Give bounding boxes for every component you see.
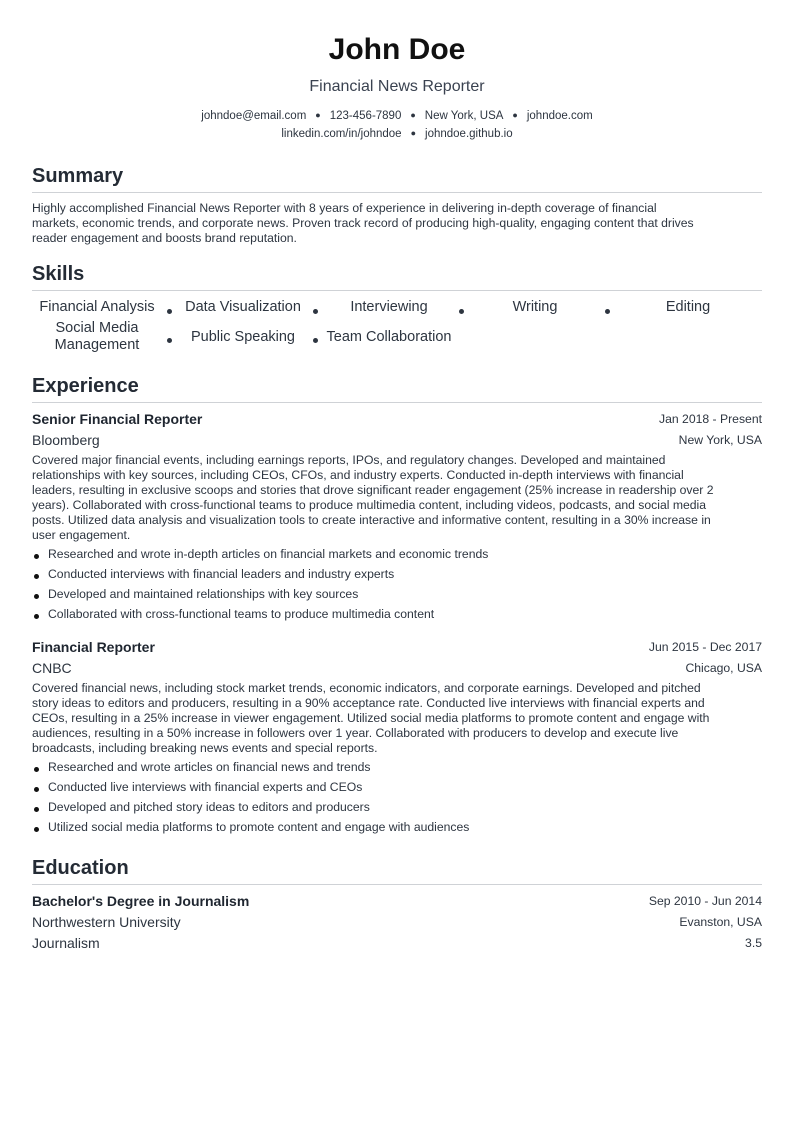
summary-divider <box>32 192 762 193</box>
skills-divider <box>32 290 762 291</box>
description-line: years). Collaborated with cross-functional teams to produce multimedia content, including videos, podcasts, and social media <box>32 498 707 512</box>
description-line: CEOs, resulting in a 25% increase in viewer engagement. Utilized social media platforms to promote content and engage with <box>32 711 710 725</box>
description-line: leaders, resulting in exclusive scoops and stories that drove significant reader engagement (25% increase in readership over 2 <box>32 483 714 497</box>
job-description <box>32 681 762 756</box>
summary-heading: Summary <box>32 165 124 187</box>
experience-divider <box>32 402 762 403</box>
degree-name: Bachelor's Degree in Journalism <box>32 893 250 909</box>
school-name: Northwestern University <box>32 914 181 930</box>
skill-separator-dot <box>313 309 318 314</box>
job-location: Chicago, USA <box>685 661 762 675</box>
job-dates: Jun 2015 - Dec 2017 <box>648 640 762 654</box>
experience-heading: Experience <box>32 375 139 397</box>
separator-dot: ● <box>410 128 417 138</box>
description-line: posts. Utilized data analysis and visualization tools to create interactive and informative content, resulting in a 30% increase in <box>32 513 711 527</box>
skill-separator-dot <box>167 338 172 343</box>
gpa: 3.5 <box>745 936 762 950</box>
job-title: Senior Financial Reporter <box>32 411 203 427</box>
job-company: Bloomberg <box>32 432 100 448</box>
job-title: Financial Reporter <box>32 639 155 655</box>
bullet-text: Researched and wrote in-depth articles on financial markets and economic trends <box>48 547 489 561</box>
description-line: Covered major financial events, including earnings reports, IPOs, and regulatory changes. Developed and maintained <box>32 453 666 467</box>
bullet-dot <box>34 554 39 559</box>
job-dates: Jan 2018 - Present <box>659 412 762 426</box>
bullet-text: Collaborated with cross-functional teams to produce multimedia content <box>48 607 435 621</box>
bullet-dot <box>34 827 39 832</box>
separator-dot: ● <box>315 110 321 120</box>
separator-dot: ● <box>512 110 518 120</box>
skill-separator-dot <box>167 309 172 314</box>
education-dates: Sep 2010 - Jun 2014 <box>648 894 762 908</box>
education-divider <box>32 884 762 885</box>
summary-line: markets, economic trends, and corporate news. Proven track record of producing high-quality, engaging content that drives <box>32 216 694 230</box>
description-line: story ideas to editors and producers, resulting in a 90% acceptance rate. Conducted live interviews with financial experts and <box>32 696 705 710</box>
skill-item: Financial Analysis <box>39 299 155 315</box>
candidate-name: John Doe <box>328 33 466 66</box>
summary-line: reader engagement and boosts brand reputation. <box>32 231 297 245</box>
skill-item: Interviewing <box>350 299 428 315</box>
contact-phone[interactable]: 123-456-7890 <box>329 110 402 122</box>
contact-location: New York, USA <box>424 110 504 122</box>
summary-text <box>32 201 762 246</box>
candidate-title: Financial News Reporter <box>309 78 485 95</box>
separator-dot: ● <box>410 110 416 120</box>
skill-separator-dot <box>605 309 610 314</box>
contact-email[interactable]: johndoe@email.com <box>201 110 307 122</box>
skill-item: Editing <box>665 299 711 315</box>
description-line: Covered financial news, including stock market trends, economic indicators, and corporate earnings. Developed and pitched <box>32 681 701 695</box>
contact-github[interactable]: johndoe.github.io <box>425 128 513 140</box>
bullet-text: Developed and pitched story ideas to editors and producers <box>48 800 370 814</box>
skill-item: Team Collaboration <box>326 329 452 345</box>
skill-separator-dot <box>459 309 464 314</box>
school-location: Evanston, USA <box>679 915 762 929</box>
skill-item: Writing <box>512 299 558 315</box>
bullet-dot <box>34 807 39 812</box>
contact-website[interactable]: johndoe.com <box>526 110 593 122</box>
description-line: relationships with key sources, including CEOs, CFOs, and industry experts. Conducted in-depth interviews with financial <box>32 468 684 482</box>
skill-item: Data Visualization <box>185 299 301 315</box>
contact-linkedin[interactable]: linkedin.com/in/johndoe <box>281 128 402 140</box>
skill-item: Public Speaking <box>191 329 295 345</box>
summary-line: Highly accomplished Financial News Reporter with 8 years of experience in delivering in-depth coverage of financial <box>32 201 657 215</box>
bullet-dot <box>34 614 39 619</box>
field-of-study: Journalism <box>32 935 100 951</box>
contact-row-1 <box>32 108 762 123</box>
bullet-dot <box>34 787 39 792</box>
bullet-text: Utilized social media platforms to promote content and engage with audiences <box>48 820 470 834</box>
bullet-text: Conducted live interviews with financial experts and CEOs <box>48 780 363 794</box>
bullet-text: Conducted interviews with financial leaders and industry experts <box>48 567 395 581</box>
description-line: broadcasts, including breaking news events and special reports. <box>32 741 378 755</box>
bullet-text: Developed and maintained relationships with key sources <box>48 587 359 601</box>
skill-separator-dot <box>313 338 318 343</box>
job-company: CNBC <box>32 660 72 676</box>
contact-row-2 <box>32 126 762 141</box>
job-location: New York, USA <box>678 433 762 447</box>
description-line: audiences, resulting in a 50% increase in followers over 1 year. Collaborated with producers to develop and execute live <box>32 726 679 740</box>
skill-item: Social Media Management <box>54 320 140 353</box>
education-heading: Education <box>32 857 129 879</box>
bullet-dot <box>34 594 39 599</box>
bullet-dot <box>34 767 39 772</box>
skills-heading: Skills <box>32 263 85 285</box>
bullet-dot <box>34 574 39 579</box>
description-line: user engagement. <box>32 528 131 542</box>
job-description <box>32 453 762 543</box>
bullet-text: Researched and wrote articles on financial news and trends <box>48 760 371 774</box>
